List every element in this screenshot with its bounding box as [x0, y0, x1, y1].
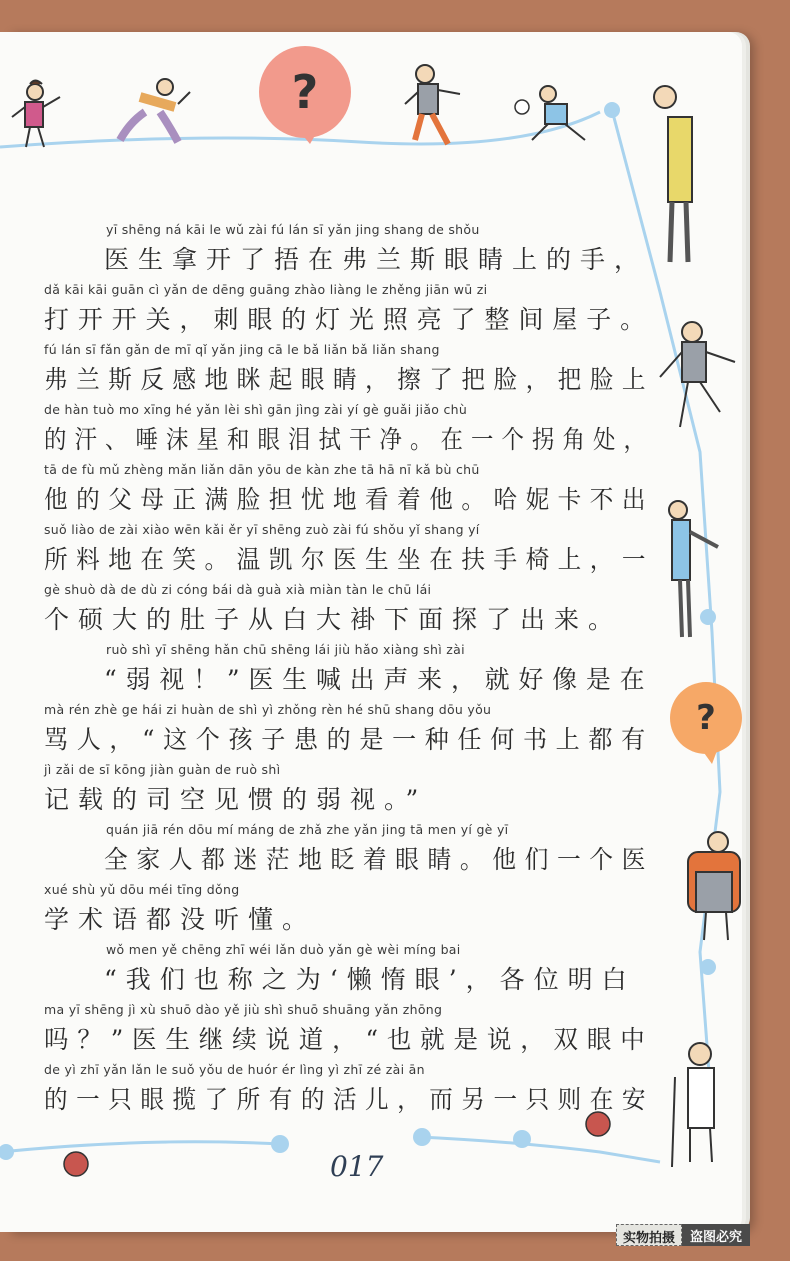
fat-man-icon	[688, 832, 740, 940]
pinyin-annotation: dǎ kāi kāi guān cì yǎn de dēng guāng zhào liàng le zhěng jiān wū zi	[44, 282, 488, 297]
watermark-right: 盗图必究	[682, 1224, 750, 1246]
text-line	[44, 882, 654, 942]
story-text	[44, 222, 654, 1122]
chinese-text: 他的父母正满脸担忧地看着他。哈妮卡不出	[44, 485, 655, 514]
chinese-text: 医生拿开了捂在弗兰斯眼睛上的手，	[104, 245, 649, 274]
chinese-text: 骂人，“这个孩子患的是一种任何书上都有	[44, 725, 654, 754]
watermark-left: 实物拍摄	[616, 1224, 682, 1246]
pinyin-annotation: quán jiā rén dōu mí máng de zhǎ zhe yǎn jing tā men yí gè yī	[106, 822, 509, 837]
running-boy-icon	[120, 79, 190, 142]
pinyin-annotation: ma yī shēng jì xù shuō dào yě jiù shì shuō shuāng yǎn zhōng	[44, 1002, 443, 1017]
text-line	[44, 282, 654, 342]
chinese-text: 所料地在笑。温凯尔医生坐在扶手椅上，一	[44, 545, 655, 574]
pinyin-annotation: mà rén zhè ge hái zi huàn de shì yì zhǒng rèn hé shū shang dōu yǒu	[44, 702, 492, 717]
text-line	[44, 342, 654, 402]
text-line	[44, 582, 654, 642]
text-line	[44, 702, 654, 762]
text-line	[44, 822, 654, 882]
pinyin-annotation: de yì zhī yǎn lǎn le suǒ yǒu de huór ér lìng yì zhī zé zài ān	[44, 1062, 425, 1077]
pinyin-annotation: de hàn tuò mo xīng hé yǎn lèi shì gān jìng zài yí gè guǎi jiǎo chù	[44, 402, 468, 417]
ball-icon	[64, 1152, 88, 1176]
running-man-icon	[405, 65, 460, 144]
doctor-icon	[672, 1043, 714, 1167]
chinese-text: 的一只眼揽了所有的活儿，而另一只则在安	[44, 1085, 655, 1114]
pinyin-annotation: yī shēng ná kāi le wǔ zài fú lán sī yǎn jing shang de shǒu	[106, 222, 480, 237]
pinyin-annotation: suǒ liào de zài xiào wēn kǎi ěr yī shēng zuò zài fú shǒu yǐ shang yí	[44, 522, 480, 537]
question-mark-icon: ?	[291, 65, 319, 119]
text-line	[44, 1002, 654, 1062]
pinyin-annotation: gè shuò dà de dù zi cóng bái dà guà xià miàn tàn le chū lái	[44, 582, 432, 597]
pinyin-annotation: wǒ men yě chēng zhī wéi lǎn duò yǎn gè wèi míng bai	[106, 942, 461, 957]
book-page	[0, 32, 742, 1232]
pinyin-annotation: jì zǎi de sī kōng jiàn guàn de ruò shì	[44, 762, 281, 777]
pinyin-annotation: xué shù yǔ dōu méi tīng dǒng	[44, 882, 240, 897]
tall-man-icon	[654, 86, 692, 262]
girl-figure-icon	[12, 81, 60, 148]
kicking-boy-icon	[532, 86, 585, 140]
text-line	[44, 942, 654, 1002]
pinyin-annotation: ruò shì yī shēng hǎn chū shēng lái jiù hǎo xiàng shì zài	[106, 642, 465, 657]
pinyin-annotation: tā de fù mǔ zhèng mǎn liǎn dān yōu de kàn zhe tā hā nī kǎ bù chū	[44, 462, 480, 477]
page-number: 017	[330, 1150, 384, 1183]
watermark-stamp	[616, 1224, 750, 1246]
text-line	[44, 762, 654, 822]
question-mark-icon: ?	[696, 698, 716, 738]
chinese-text: 全家人都迷茫地眨着眼睛。他们一个医	[104, 845, 655, 874]
text-line	[44, 402, 654, 462]
soccer-ball-icon	[515, 100, 529, 114]
chinese-text: “弱视！”医生喊出声来，就好像是在	[104, 665, 654, 694]
chinese-text: 弗兰斯反感地眯起眼睛，擦了把脸，把脸上	[44, 365, 655, 394]
chinese-text: 个硕大的肚子从白大褂下面探了出来。	[44, 605, 623, 634]
chinese-text: 记载的司空见惯的弱视。”	[44, 785, 428, 814]
text-line	[44, 642, 654, 702]
chinese-text: 学术语都没听懂。	[44, 905, 317, 934]
text-line	[44, 1062, 654, 1122]
text-line	[44, 522, 654, 582]
chinese-text: “我们也称之为‘懒惰眼’，各位明白	[104, 965, 636, 994]
text-line	[44, 222, 654, 282]
chinese-text: 的汗、唾沫星和眼泪拭干净。在一个拐角处，	[44, 425, 655, 454]
chinese-text: 打开开关，刺眼的灯光照亮了整间屋子。	[44, 305, 655, 334]
text-line	[44, 462, 654, 522]
pinyin-annotation: fú lán sī fǎn gǎn de mī qǐ yǎn jing cā le bǎ liǎn bǎ liǎn shang	[44, 342, 440, 357]
chinese-text: 吗？”医生继续说道，“也就是说，双眼中	[44, 1025, 654, 1054]
